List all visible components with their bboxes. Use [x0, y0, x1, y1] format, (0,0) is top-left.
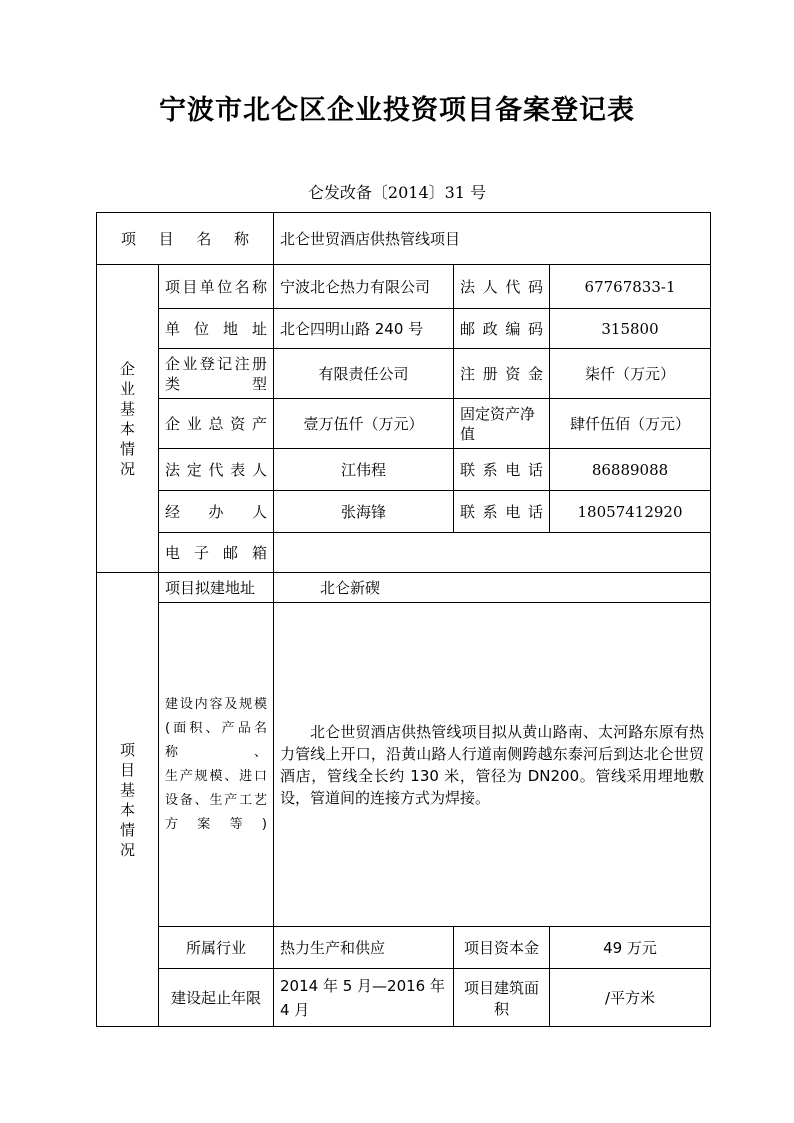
- unit-name-row: [97, 265, 711, 309]
- email-value: [274, 533, 711, 573]
- email-row: [97, 533, 711, 573]
- scope-label-line5: 方 案 等 ): [165, 816, 267, 832]
- project-name-label: 项 目 名 称: [121, 230, 249, 248]
- assets-row: [97, 399, 711, 449]
- handler-value: 张海锋: [274, 491, 454, 533]
- scope-label-line2: (面积、产品名称、: [165, 720, 267, 760]
- legal-rep-label: 法定代表人: [159, 449, 274, 491]
- scope-label-line3: 生产规模、进口: [165, 768, 267, 784]
- phone2-value: 18057412920: [550, 491, 711, 533]
- scope-label-line1: 建设内容及规模: [165, 696, 267, 712]
- reg-type-label-line1: 企业登记注册: [165, 354, 267, 373]
- enterprise-section-label: 企业基本情况: [119, 359, 135, 478]
- reg-capital-value: 柒仟（万元）: [550, 349, 711, 399]
- project-name-row: [97, 213, 711, 265]
- legal-rep-row: [97, 449, 711, 491]
- legal-code-value: 67767833-1: [550, 265, 711, 309]
- postcode-value: 315800: [550, 309, 711, 349]
- project-info-section-label: 项目基本情况: [119, 740, 135, 859]
- period-value: 2014 年 5 月—2016 年 4 月: [274, 969, 454, 1027]
- phone2-label: 联系电话: [454, 491, 550, 533]
- phone1-label: 联系电话: [454, 449, 550, 491]
- capital-label: 项目资本金: [454, 927, 550, 969]
- area-value: /平方米: [550, 969, 711, 1027]
- handler-row: [97, 491, 711, 533]
- registration-form-table: [96, 212, 711, 1027]
- area-label: 项目建筑面积: [454, 969, 550, 1027]
- net-fixed-assets-value: 肆仟伍佰（万元）: [550, 399, 711, 449]
- document-title: 宁波市北仑区企业投资项目备案登记表: [159, 95, 635, 126]
- period-row: [97, 969, 711, 1027]
- scope-description: 北仑世贸酒店供热管线项目拟从黄山路南、太河路东原有热力管线上开口，沿黄山路人行道南侧跨越东泰河后到达北仑世贸酒店，管线全长约 130 米，管径为 DN200。管线采用埋地敷设，管道间的连接方式为焊接。: [280, 722, 705, 807]
- postcode-label: 邮政编码: [454, 309, 550, 349]
- industry-value: 热力生产和供应: [274, 927, 454, 969]
- address-value: 北仑四明山路 240 号: [274, 309, 454, 349]
- reg-type-label-line2: 类 型: [165, 374, 267, 393]
- industry-label: 所属行业: [159, 927, 274, 969]
- unit-name-value: 宁波北仑热力有限公司: [274, 265, 454, 309]
- total-assets-value: 壹万伍仟（万元）: [274, 399, 454, 449]
- unit-name-label: 项目单位名称: [159, 265, 274, 309]
- total-assets-label: 企业总资产: [159, 399, 274, 449]
- reg-capital-label: 注册资金: [454, 349, 550, 399]
- address-label: 单位地址: [159, 309, 274, 349]
- site-value: 北仑新碶: [274, 573, 711, 603]
- period-label: 建设起止年限: [159, 969, 274, 1027]
- document-number: 仑发改备〔2014〕31 号: [307, 183, 487, 202]
- industry-row: [97, 927, 711, 969]
- project-name-value: 北仑世贸酒店供热管线项目: [274, 213, 711, 265]
- net-fixed-assets-label: 固定资产净值: [454, 399, 550, 449]
- phone1-value: 86889088: [550, 449, 711, 491]
- email-label: 电子邮箱: [159, 533, 274, 573]
- scope-row: [97, 603, 711, 927]
- scope-label-line4: 设备、生产工艺: [165, 792, 267, 808]
- address-row: [97, 309, 711, 349]
- site-row: [97, 573, 711, 603]
- handler-label: 经 办 人: [159, 491, 274, 533]
- legal-code-label: 法人代码: [454, 265, 550, 309]
- reg-type-row: [97, 349, 711, 399]
- reg-type-value: 有限责任公司: [274, 349, 454, 399]
- legal-rep-value: 江伟程: [274, 449, 454, 491]
- site-label: 项目拟建地址: [159, 573, 274, 603]
- capital-value: 49 万元: [550, 927, 711, 969]
